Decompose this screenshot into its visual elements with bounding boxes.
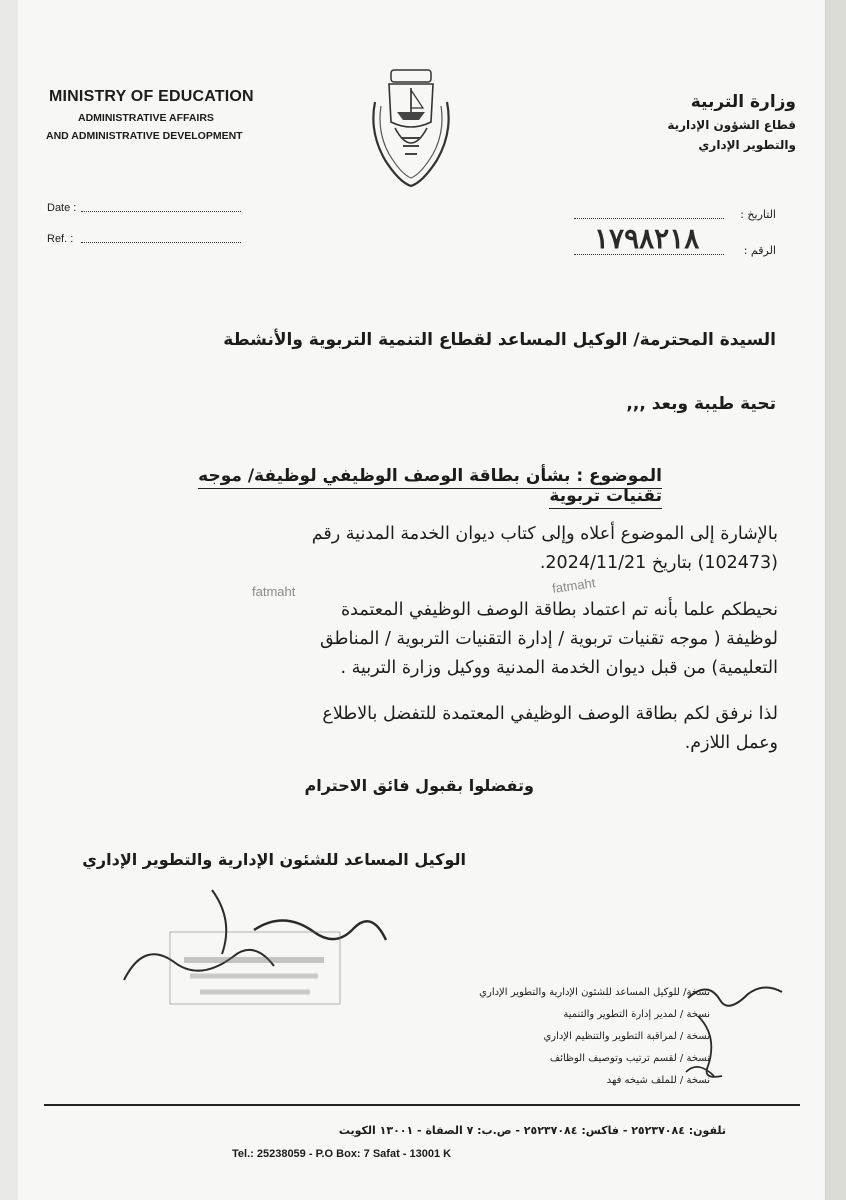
- paragraph-2-line-2: لوظيفة ( موجه تقنيات تربوية / إدارة التقنيات التربوية / المناطق: [319, 629, 778, 649]
- paragraph-3: [58, 700, 778, 758]
- greeting-line: تحية طيبة وبعد ,,,: [626, 394, 776, 414]
- watermark-2: fatmaht: [551, 575, 597, 596]
- paragraph-2: [58, 596, 778, 683]
- paragraph-1: [58, 520, 778, 578]
- initials-scribble: [678, 976, 788, 1086]
- date-label-ar: التاريخ :: [740, 208, 776, 221]
- ref-line-en: [81, 242, 241, 243]
- copy-item-5: نسخة / للملف شيخه فهد: [606, 1075, 710, 1086]
- signatory-title: الوكيل المساعد للشئون الإدارية والتطوير الإداري: [82, 850, 466, 869]
- ref-label-en: Ref. :: [47, 233, 74, 245]
- date-line-ar: [574, 218, 724, 219]
- footer-contact-en: Tel.: 25238059 - P.O Box: 7 Safat - 13001 K: [232, 1148, 452, 1160]
- ministry-name-en: MINISTRY OF EDUCATION: [49, 88, 254, 105]
- scan-edge: [826, 0, 846, 1200]
- sector-name-en-2: AND ADMINISTRATIVE DEVELOPMENT: [46, 130, 243, 142]
- paragraph-2-line-3: التعليمية) من قبل ديوان الخدمة المدنية ووكيل وزارة التربية .: [340, 658, 778, 678]
- paragraph-2-line-1: نحيطكم علما بأنه تم اعتماد بطاقة الوصف الوظيفي المعتمدة: [340, 600, 778, 620]
- kuwait-emblem-icon: [365, 62, 457, 190]
- signature-stamp: [104, 870, 404, 1020]
- paragraph-3-line-1: لذا نرفق لكم بطاقة الوصف الوظيفي المعتمدة للتفضل بالاطلاع: [322, 704, 778, 724]
- ministry-name-ar: وزارة التربية: [690, 92, 796, 112]
- footer-contact-ar: تلفون: ٢٥٢٣٧٠٨٤ - فاكس: ٢٥٢٣٧٠٨٤ - ص.ب: ٧ الصفاة - ١٣٠٠١ الكويت: [338, 1124, 726, 1137]
- subject-line: [142, 466, 662, 506]
- date-label-en: Date :: [47, 202, 77, 214]
- sector-name-en-1: ADMINISTRATIVE AFFAIRS: [78, 112, 214, 124]
- copy-item-3: نسخة / لمراقبة التطوير والتنظيم الإداري: [543, 1031, 710, 1042]
- ref-label-ar: الرقم :: [743, 244, 776, 257]
- watermark-1: fatmaht: [252, 584, 296, 599]
- copy-item-1: نسخة/ للوكيل المساعد للشئون الإدارية والتطوير الإداري: [479, 987, 710, 998]
- addressee-line: السيدة المحترمة/ الوكيل المساعد لقطاع التنمية التربوية والأنشطة: [223, 330, 776, 350]
- copy-item-2: نسخة / لمدير إدارة التطوير والتنمية: [563, 1009, 710, 1020]
- subject-text: الموضوع : بشأن بطاقة الوصف الوظيفي لوظيفة/ موجه تقنيات تربوية: [198, 466, 662, 509]
- copy-item-4: نسخة / لقسم ترتيب وتوصيف الوظائف: [549, 1053, 710, 1064]
- paragraph-3-line-2: وعمل اللازم.: [684, 733, 778, 753]
- paragraph-1-line-1: بالإشارة إلى الموضوع أعلاه وإلى كتاب ديوان الخدمة المدنية رقم: [311, 524, 778, 544]
- ref-number-handwritten: ١٧٩٨٢١٨: [594, 222, 700, 255]
- copies-list: [380, 986, 710, 1088]
- sector-name-ar-2: والتطوير الإداري: [698, 138, 796, 152]
- sector-name-ar-1: قطاع الشؤون الإدارية: [667, 118, 796, 132]
- footer-rule: [44, 1104, 800, 1106]
- letter-sheet: [18, 0, 826, 1200]
- date-line-en: [81, 211, 241, 212]
- closing-line: وتفضلوا بقبول فائق الاحترام: [304, 776, 534, 795]
- paragraph-1-line-2: (102473) بتاريخ 2024/11/21.: [539, 553, 778, 573]
